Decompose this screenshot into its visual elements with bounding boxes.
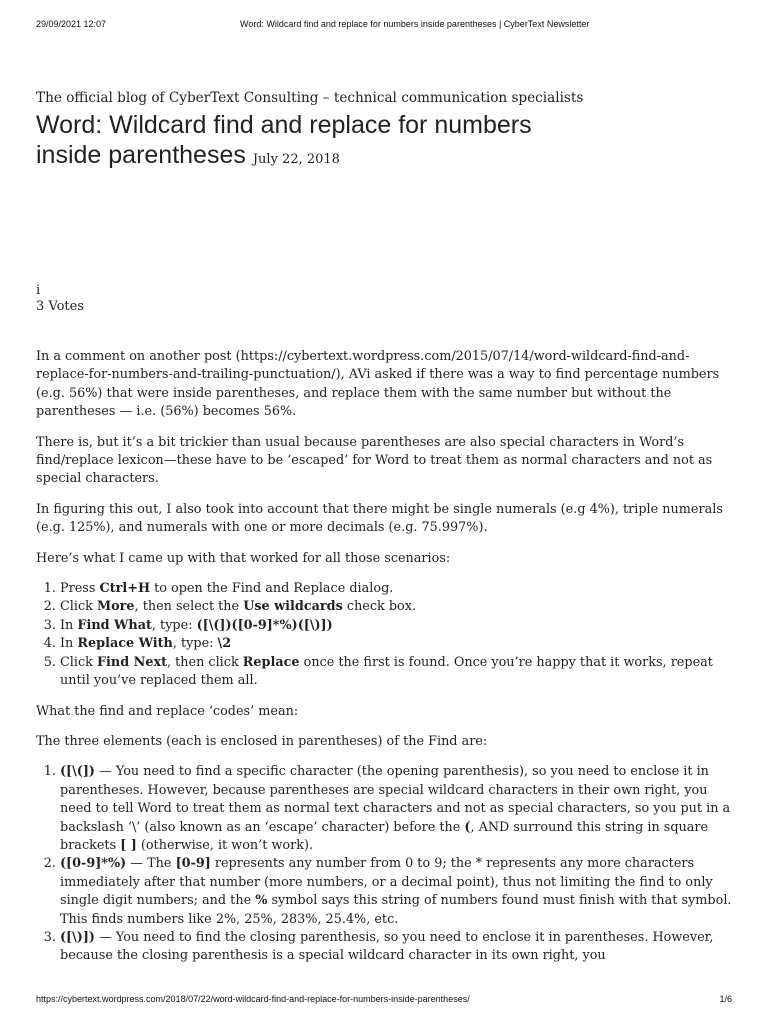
step-text: , type: [172, 636, 218, 652]
element-code: ([\)]) [60, 929, 95, 945]
paragraph-scenarios: In figuring this out, I also took into account that there might be single numerals (e.g 4%), triple numerals (e.g. 125%), and numerals with one or more decimals (e.g. 75.997%). [36, 501, 723, 536]
print-url: https://cybertext.wordpress.com/2018/07/22/word-wildcard-find-and-replace-for-numbers-inside-parentheses/ [36, 994, 470, 1004]
step-text: check box. [342, 599, 417, 615]
step-code: \2 [217, 636, 232, 652]
element-code: ([\(]) [60, 764, 95, 780]
list-item [60, 617, 736, 635]
list-item [60, 929, 736, 966]
step-text: , then click [167, 654, 243, 670]
list-item [60, 855, 736, 929]
paragraph-codes-intro: What the find and replace ‘codes’ mean: [36, 703, 299, 719]
element-code: ([0-9]*%) [60, 856, 127, 872]
step-text: In [60, 636, 78, 652]
element-text: — You need to find a specific character (the opening parenthesis), so you need to enclose it in parentheses. However, because parentheses are special wildcard characters in their own right, you need to tell Word to treat them as normal text characters and not as special characters, so you put in a backslash ‘\’ (also known as an ‘escape’ character) before the [60, 764, 731, 835]
step-text: Click [60, 599, 97, 615]
element-text: , AND surround this string in square brackets [60, 819, 709, 853]
step-text: Press [60, 581, 100, 597]
element-text: symbol says this string of numbers found must finish with that symbol. This finds numbers like 2%, 25%, 283%, 25.4%, etc. [60, 893, 732, 927]
post-date: July 22, 2018 [252, 152, 340, 167]
element-text: (otherwise, it won’t work). [136, 837, 314, 853]
print-page-number: 1/6 [719, 994, 732, 1004]
step-keyword: Ctrl+H [99, 581, 151, 597]
list-item [60, 580, 736, 598]
votes-count: 3 Votes [36, 299, 85, 314]
list-item [60, 635, 736, 653]
step-text: In [60, 617, 78, 633]
element-bold: [ ] [120, 837, 137, 853]
rating-widget [36, 283, 84, 315]
elements-list [36, 763, 736, 965]
step-text: to open the Find and Replace dialog. [150, 581, 394, 597]
paragraph-steps-intro: Here’s what I came up with that worked for all those scenarios: [36, 550, 451, 566]
step-text: Click [60, 654, 97, 670]
paragraph-elements-intro: The three elements (each is enclosed in parentheses) of the Find are: [36, 733, 488, 749]
element-bold: [0-9] [175, 856, 211, 872]
step-text: , type: [151, 617, 197, 633]
print-page-title: Word: Wildcard find and replace for numbers inside parentheses | CyberText Newsletter [240, 19, 590, 29]
paragraph-explanation: There is, but it’s a bit trickier than usual because parentheses are also special characters in Word’s find/replace lexicon—these have to be ‘escaped’ for Word to treat them as normal characters and not as special characters. [36, 434, 713, 487]
step-keyword: Find Next [96, 654, 168, 670]
step-code: ([\(])([0-9]*%)([\)]) [196, 617, 333, 633]
rating-icon: i [36, 283, 41, 298]
list-item [60, 598, 736, 616]
element-bold: % [255, 893, 268, 909]
step-keyword: More [96, 599, 135, 615]
blog-tagline: The official blog of CyberText Consulting – technical communication specialists [36, 90, 584, 106]
post-body [36, 348, 736, 978]
post-title [36, 110, 596, 175]
element-bold: ( [464, 819, 471, 835]
step-keyword: Find What [77, 617, 152, 633]
post-header [36, 88, 736, 175]
list-item [60, 654, 736, 691]
post-title-text: Word: Wildcard find and replace for numbers inside parentheses [36, 111, 532, 169]
element-text: represents any number from 0 to 9; the * represents any more characters immediately after that number (more numbers, or a decimal point), thus not limiting the find to only single digit numbers; and the [60, 856, 713, 909]
element-text: — You need to find the closing parenthesis, so you need to enclose it in parentheses. However, because the closing parenthesis is a special wildcard character in its own right, you [60, 929, 714, 964]
step-text: , then select the [134, 599, 244, 615]
element-text: — The [126, 856, 176, 872]
steps-list [36, 580, 736, 690]
list-item [60, 763, 736, 855]
step-keyword: Replace [242, 654, 300, 670]
step-keyword: Use wildcards [243, 599, 343, 615]
paragraph-intro: In a comment on another post (https://cybertext.wordpress.com/2015/07/14/word-wildcard-find-and-replace-for-numbers-and-trailing-punctuation/), AVi asked if there was a way to find percentage numbers (e.g. 56%) that were inside parentheses, and replace them with the same number but without the parentheses — i.e. (56%) becomes 56%. [36, 349, 720, 420]
print-datetime: 29/09/2021 12:07 [36, 19, 107, 29]
step-keyword: Replace With [77, 636, 173, 652]
step-text: once the first is found. Once you’re happy that it works, repeat until you’ve replaced them all. [60, 654, 713, 689]
